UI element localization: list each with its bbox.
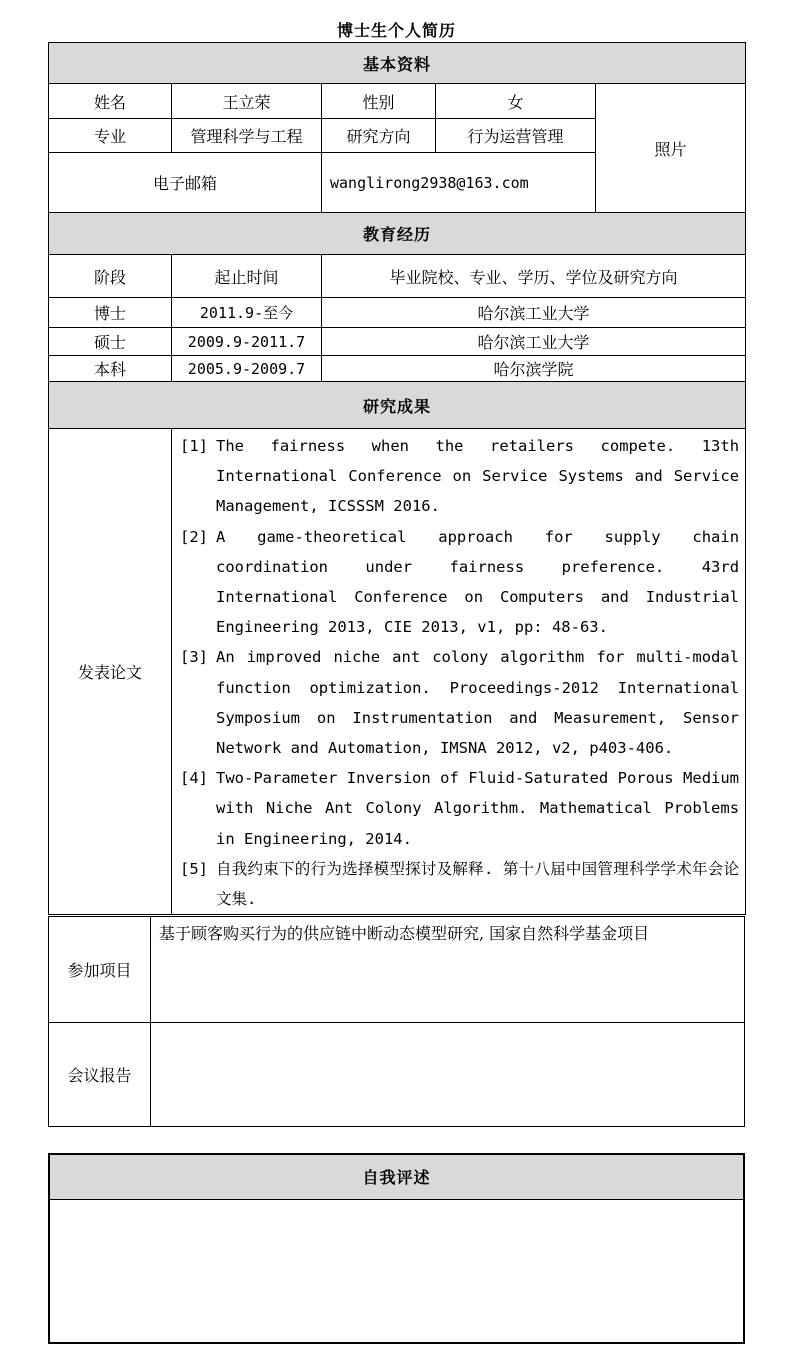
email-value: wanglirong2938@163.com [322, 153, 596, 213]
edu-col-stage: 阶段 [49, 255, 172, 298]
reports-value [151, 1023, 745, 1127]
edu-period: 2011.9-至今 [172, 298, 322, 328]
paper-text: A game-theoretical approach for supply chain coordination under fairness preference. 43rd International Conference on Computers and Industrial Engineering 2013, CIE 2013, v1, pp: 48-63. [216, 527, 740, 637]
edu-school: 哈尔滨工业大学 [322, 298, 746, 328]
paper-text: The fairness when the retailers compete. 13th International Conference on Service Systems and Service Management, ICSSSM 2016. [216, 437, 740, 516]
projects-label: 参加项目 [49, 917, 151, 1023]
major-label: 专业 [49, 119, 172, 153]
resume-main-table [48, 42, 746, 915]
projects-table [48, 916, 745, 1127]
list-item [180, 763, 739, 854]
self-eval-content [49, 1199, 744, 1343]
edu-period: 2009.9-2011.7 [172, 328, 322, 356]
name-label: 姓名 [49, 84, 172, 119]
edu-col-school: 毕业院校、专业、学历、学位及研究方向 [322, 255, 746, 298]
table-row [49, 356, 746, 382]
email-label: 电子邮箱 [49, 153, 322, 213]
paper-number: [5] [180, 859, 208, 878]
edu-col-period: 起止时间 [172, 255, 322, 298]
list-item [180, 642, 739, 763]
research-direction-label: 研究方向 [322, 119, 436, 153]
edu-school: 哈尔滨工业大学 [322, 328, 746, 356]
paper-text: Two-Parameter Inversion of Fluid-Saturated Porous Medium with Niche Ant Colony Algorithm. Mathematical Problems in Engineering, 2014. [216, 769, 740, 848]
edu-period: 2005.9-2009.7 [172, 356, 322, 382]
gender-label: 性别 [322, 84, 436, 119]
list-item [180, 431, 739, 522]
reports-label: 会议报告 [49, 1023, 151, 1127]
photo-placeholder: 照片 [596, 84, 746, 213]
self-eval-table [48, 1153, 745, 1344]
papers-list [172, 429, 746, 915]
table-row [49, 328, 746, 356]
paper-text: An improved niche ant colony algorithm for multi-modal function optimization. Proceedings-2012 International Symposium on Instrumentation and Measurement, Sensor Network and Automation, IMSNA 2012, v2, p403-406. [216, 648, 740, 758]
paper-number: [4] [180, 769, 208, 788]
paper-number: [3] [180, 648, 208, 667]
paper-text: 自我约束下的行为选择模型探讨及解释. 第十八届中国管理科学学术年会论文集. [216, 859, 740, 909]
list-item [180, 522, 739, 643]
papers-label: 发表论文 [49, 429, 172, 915]
table-row [49, 298, 746, 328]
gender-value: 女 [436, 84, 596, 119]
name-value: 王立荣 [172, 84, 322, 119]
list-item [180, 854, 739, 914]
major-value: 管理科学与工程 [172, 119, 322, 153]
edu-stage: 博士 [49, 298, 172, 328]
education-header: 教育经历 [49, 213, 746, 255]
page-title: 博士生个人简历 [336, 21, 456, 40]
projects-value: 基于顾客购买行为的供应链中断动态模型研究, 国家自然科学基金项目 [151, 917, 745, 1023]
edu-stage: 硕士 [49, 328, 172, 356]
research-direction-value: 行为运营管理 [436, 119, 596, 153]
research-header: 研究成果 [49, 382, 746, 429]
edu-stage: 本科 [49, 356, 172, 382]
self-eval-header: 自我评述 [49, 1154, 744, 1199]
paper-number: [1] [180, 437, 208, 455]
paper-number: [2] [180, 527, 208, 546]
edu-school: 哈尔滨学院 [322, 356, 746, 382]
basic-info-header: 基本资料 [49, 43, 746, 84]
